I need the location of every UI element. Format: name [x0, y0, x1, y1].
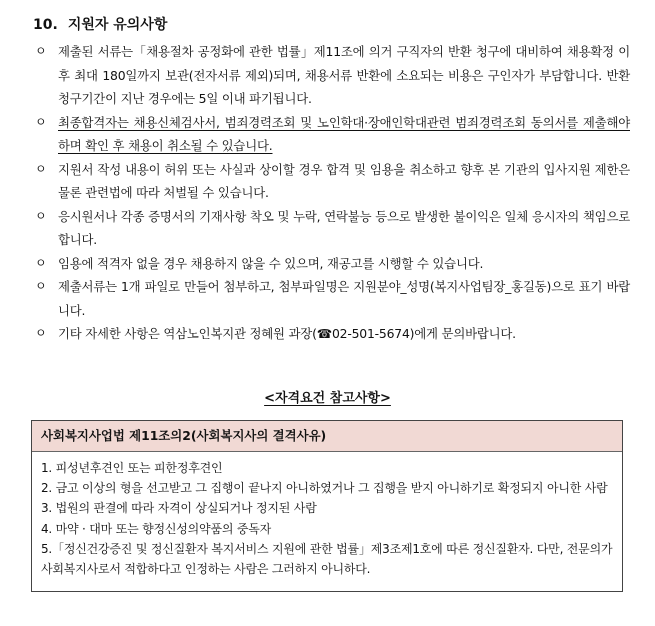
section-number: 10. [33, 17, 58, 33]
notice-bullet: ㅇ [35, 114, 47, 129]
notice-text: 지원서 작성 내용이 허위 또는 사실과 상이할 경우 합격 및 임용을 취소하고 향후 본 기관의 입사지원 제한은 물론 관련법에 따라 처벌될 수 있습니다. [58, 161, 630, 200]
disqualification-item: 5.「정신건강증진 및 정신질환자 복지서비스 지원에 관한 법률」제3조제1호에 따른 정신질환자. 다만, 전문의가 사회복지사로서 적합하다고 인정하는 사람은 그러하지 아니하다. [41, 541, 613, 577]
disqualification-list [32, 452, 622, 579]
notice-text: 응시원서나 각종 증명서의 기재사항 착오 및 누락, 연락불능 등으로 발생한 불이익은 일체 응시자의 책임으로 합니다. [58, 208, 630, 247]
notice-text: 제출서류는 1개 파일로 만들어 첨부하고, 첨부파일명은 지원분야_성명(복지사업팀장_홍길동)으로 표기 바랍니다. [58, 279, 630, 318]
notice-bullet: ㅇ [35, 161, 47, 176]
disqualification-item: 4. 마약 · 대마 또는 향정신성의약품의 중독자 [41, 521, 272, 536]
notice-item [35, 205, 630, 252]
notice-item [35, 158, 630, 205]
disqualification-box [31, 420, 623, 592]
section-title-text: 지원자 유의사항 [67, 17, 168, 33]
notice-bullet: ㅇ [35, 279, 47, 293]
disqualification-item: 1. 피성년후견인 또는 피한정후견인 [41, 461, 223, 475]
notice-item [35, 40, 630, 111]
notice-text: 제출된 서류는「채용절차 공정화에 관한 법률」제11조에 의거 구직자의 반환 청구에 대비하여 채용확정 이후 최대 180일까지 보관(전자서류 제외)되며, 채용서류 반환에 소요되는 비용은 구인자가 부담합니다. 반환 청구기간이 지난 경우에는 5일 이내 파기됩니다. [58, 44, 630, 106]
notice-item [35, 322, 630, 346]
reference-heading [0, 387, 655, 406]
notice-item [35, 111, 630, 158]
disqualification-item: 2. 금고 이상의 형을 선고받고 그 집행이 끝나지 아니하였거나 그 집행을 받지 아니하기로 확정되지 아니한 사람 [41, 481, 608, 496]
notice-bullet: ㅇ [35, 44, 47, 58]
notice-bullet: ㅇ [35, 255, 47, 270]
notice-bullet: ㅇ [35, 326, 47, 340]
section-title [33, 14, 167, 34]
notice-text: 기타 자세한 사항은 역삼노인복지관 정혜원 과장(☎02-501-5674)에게 문의바랍니다. [58, 326, 516, 341]
reference-heading-text: <자격요건 참고사항> [264, 391, 391, 406]
notice-item [35, 252, 630, 276]
notice-text: 최종합격자는 채용신체검사서, 범죄경력조회 및 노인학대·장애인학대관련 범죄경력조회 동의서를 제출해야 하며 확인 후 채용이 취소될 수 있습니다. [58, 114, 630, 153]
notice-text: 임용에 적격자 없을 경우 채용하지 않을 수 있으며, 재공고를 시행할 수 있습니다. [58, 255, 484, 271]
notice-list [35, 40, 630, 346]
notice-item [35, 275, 630, 322]
notice-bullet: ㅇ [35, 208, 47, 223]
disqualification-item: 3. 법원의 판결에 따라 자격이 상실되거나 정지된 사람 [41, 501, 317, 516]
disqualification-box-title: 사회복지사업법 제11조의2(사회복지사의 결격사유) [32, 421, 622, 452]
